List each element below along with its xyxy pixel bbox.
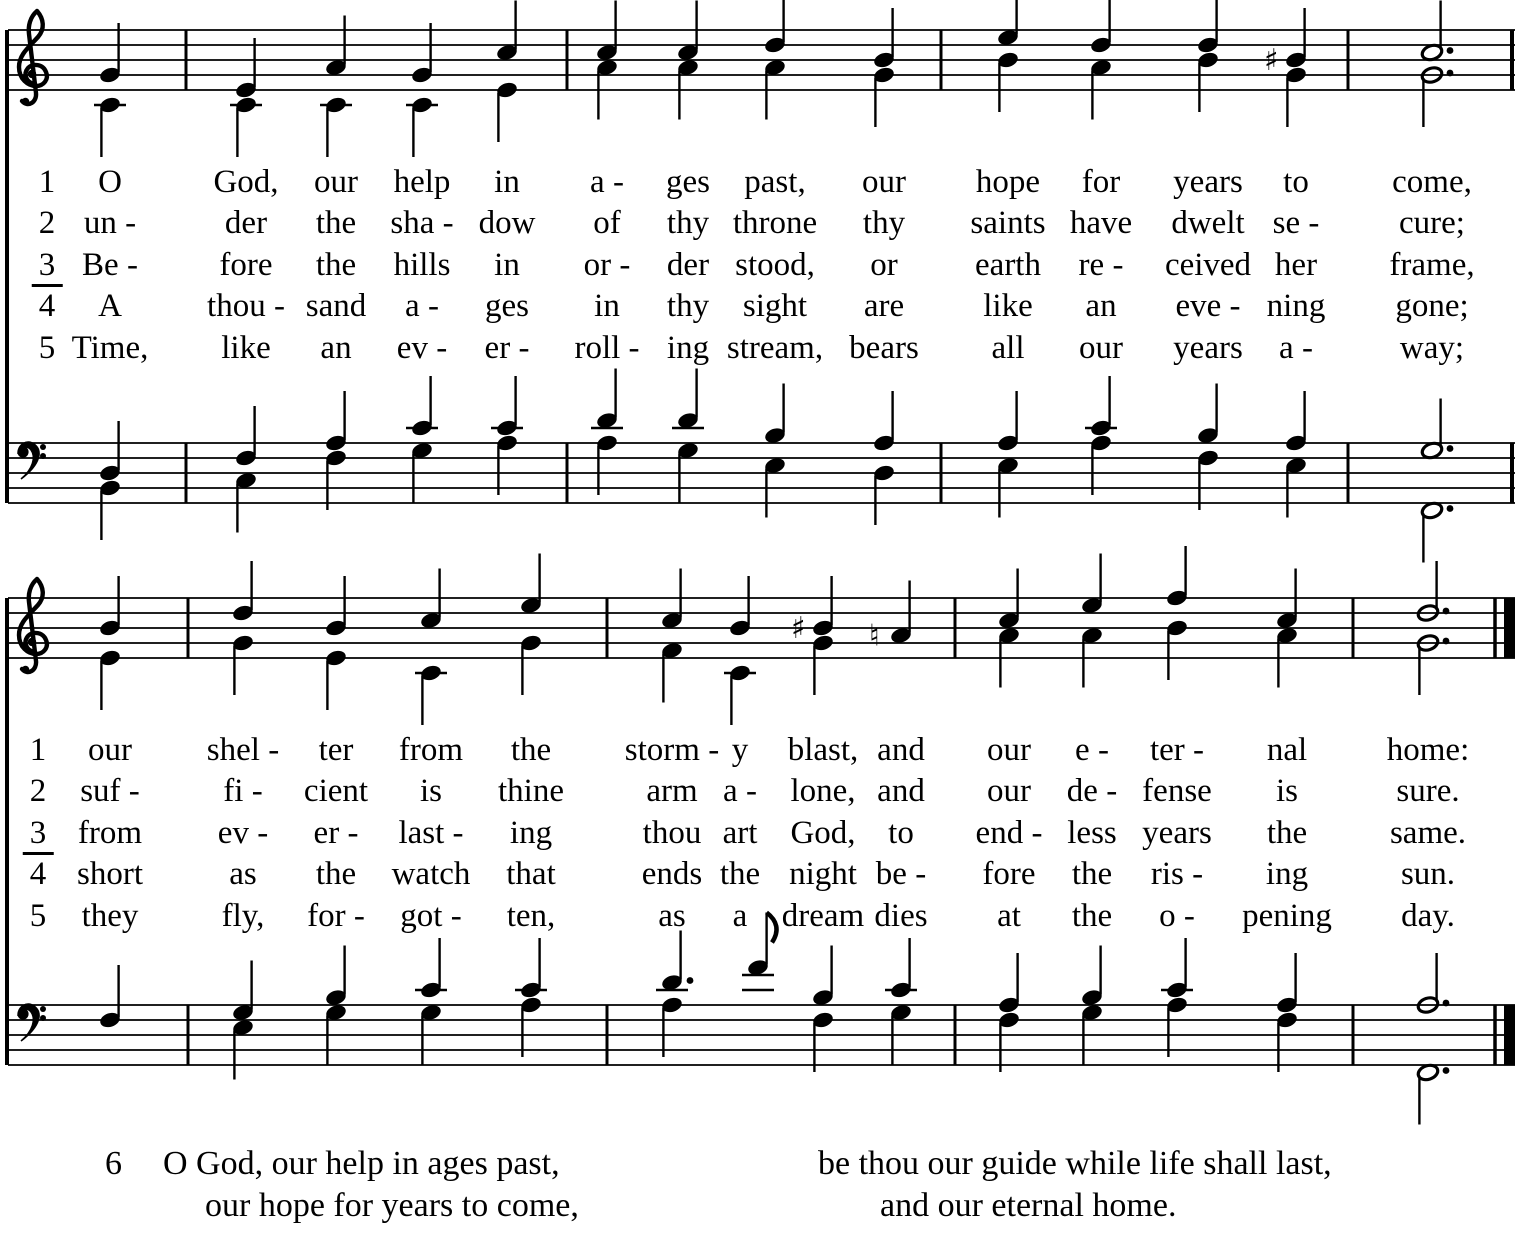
lyric-syllable: the bbox=[1266, 814, 1308, 851]
lyric-syllable: our bbox=[987, 732, 1031, 768]
lyric-syllable: last - bbox=[398, 814, 464, 851]
lyric-syllable: nal bbox=[1266, 732, 1308, 768]
lyric-syllable: God, bbox=[213, 164, 279, 200]
lyric-syllable: art bbox=[722, 814, 758, 851]
lyric-syllable: gone; bbox=[1395, 288, 1469, 325]
lyric-syllable: un - bbox=[83, 205, 137, 242]
lyric-syllable: in bbox=[594, 288, 620, 325]
lyric-syllable: in bbox=[494, 246, 520, 283]
lyric-syllable: for - bbox=[307, 897, 365, 934]
lyric-syllable: the bbox=[1071, 897, 1113, 934]
lyric-syllable: help bbox=[393, 164, 451, 200]
lyric-syllable: fly, bbox=[221, 897, 265, 934]
lyric-syllable: night bbox=[789, 856, 857, 893]
final-verse-number: 6 bbox=[105, 1145, 122, 1182]
lyric-syllable: de - bbox=[1066, 773, 1118, 810]
lyric-syllable: a - bbox=[590, 164, 624, 200]
lyric-syllable: fore bbox=[219, 246, 273, 283]
verse-number: 1 bbox=[29, 732, 47, 768]
lyric-syllable: sure. bbox=[1396, 773, 1460, 810]
final-verse-right-line-2: and our eternal home. bbox=[880, 1187, 1177, 1224]
lyric-syllable: and bbox=[877, 773, 925, 810]
verse-number: 1 bbox=[38, 164, 56, 200]
lyric-syllable: a - bbox=[1279, 329, 1313, 366]
lyric-syllable: throne bbox=[732, 205, 818, 242]
lyric-syllable: a - bbox=[405, 288, 439, 325]
lyric-syllable: ing bbox=[666, 329, 710, 366]
lyric-syllable: to bbox=[888, 814, 914, 851]
lyric-syllable: years bbox=[1142, 814, 1212, 851]
lyric-syllable: the bbox=[315, 246, 357, 283]
verse-number: 3 bbox=[32, 249, 63, 287]
lyric-syllable: from bbox=[398, 732, 464, 768]
lyric-syllable: years bbox=[1173, 329, 1243, 366]
lyric-syllable: like bbox=[983, 288, 1033, 325]
lyric-syllable: at bbox=[997, 897, 1021, 934]
lyric-syllable: a - bbox=[723, 773, 757, 810]
lyric-syllable: dream bbox=[781, 897, 865, 934]
lyric-syllable: earth bbox=[975, 246, 1041, 283]
lyric-syllable: cient bbox=[303, 773, 369, 810]
lyric-syllable: dow bbox=[478, 205, 536, 242]
lyric-syllable: re - bbox=[1078, 246, 1124, 283]
lyric-syllable: e - bbox=[1075, 732, 1109, 768]
lyric-syllable: God, bbox=[790, 814, 856, 851]
lyric-syllable: thou bbox=[642, 814, 702, 851]
verse-number: 2 bbox=[38, 205, 56, 242]
final-verse-left-line-2: our hope for years to come, bbox=[205, 1187, 579, 1224]
final-verse-right-line-1: be thou our guide while life shall last, bbox=[818, 1145, 1332, 1182]
lyric-syllable: same. bbox=[1389, 814, 1467, 851]
lyric-syllable: Be - bbox=[82, 246, 138, 283]
verse-number: 5 bbox=[38, 329, 56, 366]
lyric-syllable: as bbox=[229, 856, 257, 893]
lyric-syllable: got - bbox=[400, 897, 462, 934]
lyric-syllable: blast, bbox=[787, 732, 859, 768]
lyric-syllable: our bbox=[987, 773, 1031, 810]
lyric-syllable: sand bbox=[305, 288, 367, 325]
verse-number: 2 bbox=[29, 773, 47, 810]
lyric-syllable: fense bbox=[1142, 773, 1212, 810]
lyric-syllable: and bbox=[877, 732, 925, 768]
verse-number: 4 bbox=[38, 288, 56, 325]
lyric-syllable: cure; bbox=[1399, 205, 1465, 242]
lyric-syllable: hope bbox=[975, 164, 1041, 200]
lyric-syllable: come, bbox=[1392, 164, 1472, 200]
lyric-syllable: they bbox=[81, 897, 139, 934]
lyric-syllable: lone, bbox=[790, 773, 856, 810]
lyric-syllable: ges bbox=[666, 164, 710, 200]
lyric-syllable: dwelt bbox=[1171, 205, 1245, 242]
lyric-syllable: hills bbox=[393, 246, 451, 283]
final-verse-left-line-1: O God, our help in ages past, bbox=[163, 1145, 560, 1182]
lyric-syllable: thou - bbox=[207, 288, 285, 325]
lyric-syllable: roll - bbox=[574, 329, 640, 366]
lyric-syllable: O bbox=[98, 164, 122, 200]
lyric-syllable: y bbox=[731, 732, 749, 768]
lyric-syllable: thy bbox=[666, 288, 710, 325]
lyric-syllable: the bbox=[1071, 856, 1113, 893]
lyric-syllable: eve - bbox=[1175, 288, 1241, 325]
lyric-syllable: watch bbox=[391, 856, 471, 893]
lyric-syllable: dies bbox=[874, 897, 928, 934]
lyric-syllable: her bbox=[1274, 246, 1318, 283]
lyric-syllable: our bbox=[88, 732, 132, 768]
lyric-syllable: pening bbox=[1242, 897, 1332, 934]
lyric-syllable: as bbox=[658, 897, 686, 934]
lyric-syllable: se - bbox=[1272, 205, 1320, 242]
accidental-sharp: ♯ bbox=[791, 611, 806, 646]
lyric-syllable: from bbox=[77, 814, 143, 851]
lyric-syllable: ev - bbox=[396, 329, 448, 366]
lyric-syllable: our bbox=[1079, 329, 1123, 366]
lyric-syllable: o - bbox=[1159, 897, 1195, 934]
lyric-syllable: the bbox=[315, 205, 357, 242]
lyric-syllable: ten, bbox=[506, 897, 556, 934]
lyric-syllable: ning bbox=[1266, 288, 1326, 325]
lyric-syllable: home: bbox=[1386, 732, 1470, 768]
accidental-natural: ♮ bbox=[869, 618, 880, 654]
lyric-syllable: or bbox=[870, 246, 898, 283]
lyric-syllable: er - bbox=[313, 814, 359, 851]
lyric-syllable: sha - bbox=[390, 205, 454, 242]
lyric-syllable: our bbox=[862, 164, 906, 200]
lyric-syllable: arm bbox=[646, 773, 698, 810]
verse-number: 5 bbox=[29, 897, 47, 934]
lyric-syllable: is bbox=[419, 773, 443, 810]
lyric-syllable: A bbox=[98, 288, 122, 325]
lyric-syllable: bears bbox=[849, 329, 919, 366]
lyric-syllable: short bbox=[77, 856, 143, 893]
lyric-syllable: way; bbox=[1399, 329, 1465, 366]
lyric-syllable: for bbox=[1081, 164, 1121, 200]
lyric-syllable: a bbox=[732, 897, 748, 934]
lyric-syllable: storm - bbox=[624, 732, 720, 768]
lyric-syllable: that bbox=[506, 856, 556, 893]
accidental-sharp: ♯ bbox=[1264, 43, 1279, 78]
lyric-syllable: an bbox=[320, 329, 352, 366]
lyric-syllable: shel - bbox=[206, 732, 280, 768]
lyric-syllable: in bbox=[494, 164, 520, 200]
lyric-syllable: day. bbox=[1401, 897, 1455, 934]
lyric-syllable: fi - bbox=[223, 773, 263, 810]
lyric-syllable: ing bbox=[509, 814, 553, 851]
lyric-syllable: years bbox=[1173, 164, 1243, 200]
lyric-syllable: ev - bbox=[217, 814, 269, 851]
lyric-syllable: thy bbox=[862, 205, 906, 242]
lyric-syllable: the bbox=[315, 856, 357, 893]
lyric-syllable: our bbox=[314, 164, 358, 200]
lyric-syllable: of bbox=[593, 205, 621, 242]
lyric-syllable: an bbox=[1085, 288, 1117, 325]
lyric-syllable: stream, bbox=[726, 329, 824, 366]
lyric-syllable: is bbox=[1275, 773, 1299, 810]
lyric-syllable: are bbox=[863, 288, 905, 325]
lyric-syllable: suf - bbox=[80, 773, 140, 810]
lyric-syllable: all bbox=[991, 329, 1025, 366]
lyric-syllable: der bbox=[224, 205, 268, 242]
lyric-syllable: er - bbox=[484, 329, 530, 366]
lyric-syllable: fore bbox=[982, 856, 1036, 893]
verse-number: 3 bbox=[23, 817, 54, 855]
lyric-syllable: less bbox=[1067, 814, 1117, 851]
lyric-syllable: thy bbox=[666, 205, 710, 242]
lyric-syllable: end - bbox=[975, 814, 1043, 851]
verse-number: 4 bbox=[29, 856, 47, 893]
lyric-syllable: or - bbox=[583, 246, 631, 283]
lyric-syllable: ter - bbox=[1149, 732, 1205, 768]
lyric-syllable: Time, bbox=[71, 329, 149, 366]
lyric-syllable: frame, bbox=[1389, 246, 1475, 283]
lyric-syllable: the bbox=[719, 856, 761, 893]
lyric-syllable: ris - bbox=[1150, 856, 1204, 893]
lyric-syllable: ges bbox=[485, 288, 529, 325]
lyric-syllable: have bbox=[1069, 205, 1133, 242]
lyric-syllable: like bbox=[221, 329, 271, 366]
lyric-syllable: der bbox=[666, 246, 710, 283]
lyric-syllable: be - bbox=[875, 856, 927, 893]
lyric-syllable: stood, bbox=[735, 246, 815, 283]
lyric-syllable: saints bbox=[970, 205, 1046, 242]
lyric-syllable: sight bbox=[742, 288, 808, 325]
lyric-syllable: ing bbox=[1265, 856, 1309, 893]
lyric-syllable: the bbox=[510, 732, 552, 768]
lyric-syllable: ceived bbox=[1164, 246, 1252, 283]
lyric-syllable: to bbox=[1283, 164, 1309, 200]
lyric-syllable: thine bbox=[498, 773, 564, 810]
lyric-syllable: ends bbox=[641, 856, 703, 893]
lyric-syllable: ter bbox=[318, 732, 354, 768]
lyric-syllable: sun. bbox=[1400, 856, 1456, 893]
lyric-syllable: past, bbox=[744, 164, 806, 200]
